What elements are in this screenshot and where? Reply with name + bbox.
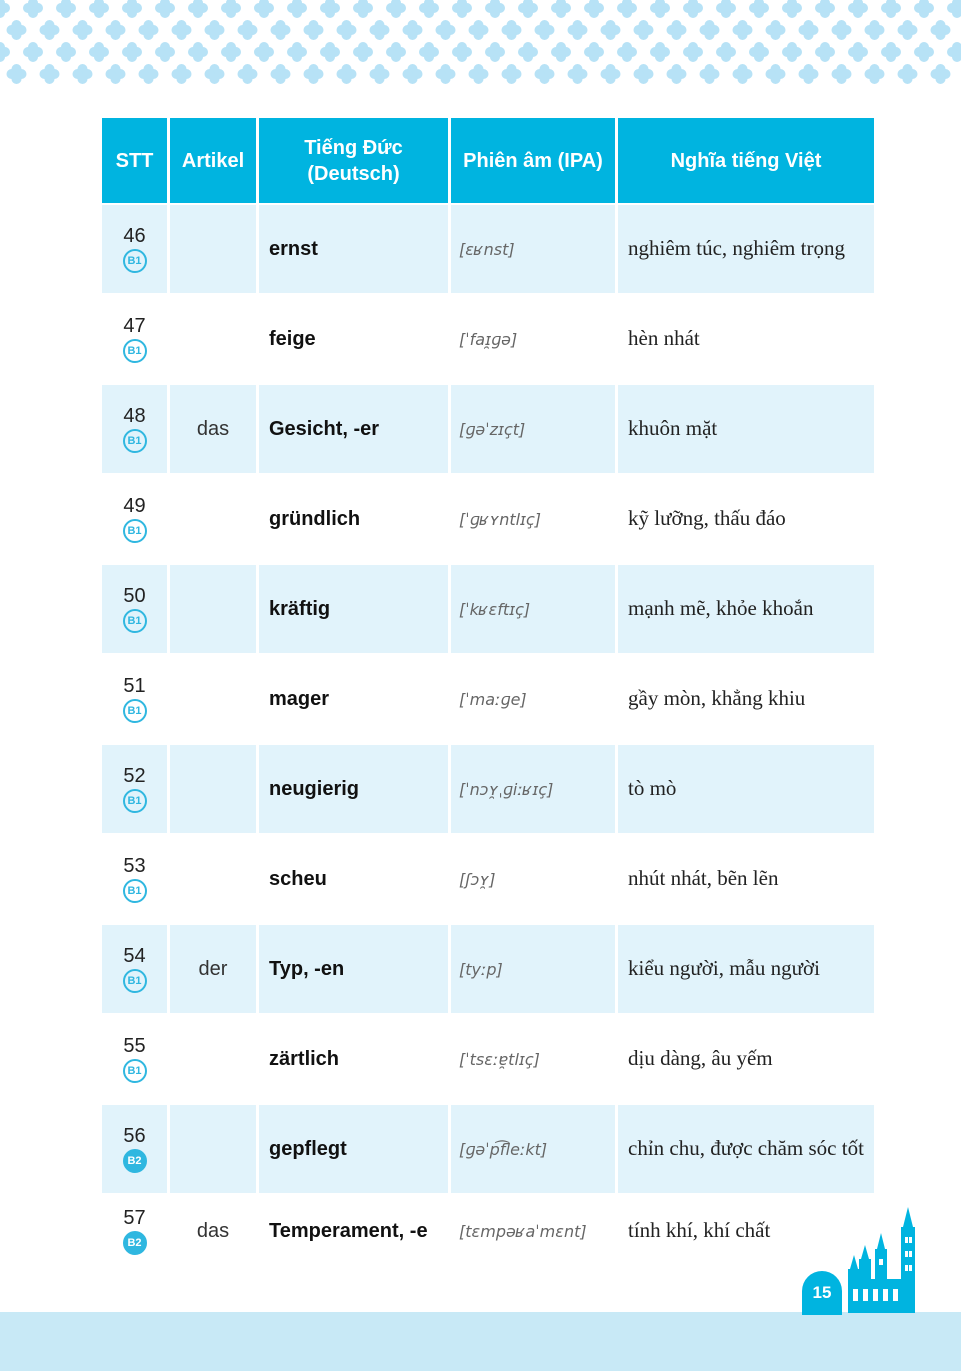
pattern-flower [683, 0, 703, 18]
row-number-cell [102, 563, 170, 653]
pattern-flower [419, 0, 439, 18]
level-badge: B1 [123, 339, 147, 363]
level-badge: B1 [123, 1059, 147, 1083]
pattern-flower [815, 42, 835, 62]
meaning-cell: kỹ lưỡng, thấu đáo [618, 473, 874, 563]
pattern-flower [238, 20, 258, 40]
pattern-flower [931, 20, 951, 40]
ipa-cell: [ʃɔʏ̯] [451, 833, 618, 923]
meaning-cell: tính khí, khí chất [618, 1193, 874, 1267]
header-stt: STT [102, 118, 170, 203]
pattern-flower [106, 20, 126, 40]
german-word-cell: neugierig [259, 743, 451, 833]
row-number-cell [102, 293, 170, 383]
header-deutsch-line1: Tiếng Đức [304, 136, 403, 159]
pattern-flower [848, 42, 868, 62]
pattern-flower [535, 64, 555, 84]
ipa-cell: [tyːp] [451, 923, 618, 1013]
pattern-flower [749, 42, 769, 62]
row-number-cell [102, 1103, 170, 1193]
pattern-flower [733, 64, 753, 84]
pattern-flower [914, 42, 934, 62]
table-row [102, 293, 874, 383]
pattern-flower [485, 0, 505, 18]
pattern-flower [881, 0, 901, 18]
row-number: 52 [123, 765, 146, 787]
pattern-flower [650, 0, 670, 18]
row-number-cell [102, 1013, 170, 1103]
row-number-cell [102, 653, 170, 743]
page-number: 15 [802, 1271, 842, 1315]
pattern-flower [716, 0, 736, 18]
artikel-cell [170, 473, 259, 563]
row-number: 51 [123, 675, 146, 697]
pattern-flower [502, 20, 522, 40]
pattern-flower [898, 20, 918, 40]
pattern-flower [238, 64, 258, 84]
artikel-cell [170, 833, 259, 923]
row-number-cell [102, 833, 170, 923]
pattern-flower [254, 0, 274, 18]
pattern-flower [89, 0, 109, 18]
pattern-flower [518, 0, 538, 18]
pattern-flower [403, 64, 423, 84]
meaning-cell: khuôn mặt [618, 383, 874, 473]
meaning-cell: kiểu người, mẫu người [618, 923, 874, 1013]
pattern-flower [947, 42, 961, 62]
pattern-flower [40, 64, 60, 84]
artikel-cell [170, 203, 259, 293]
row-number-cell [102, 743, 170, 833]
pattern-flower [73, 64, 93, 84]
level-badge: B1 [123, 519, 147, 543]
pattern-flower [386, 42, 406, 62]
ipa-cell: [ˈtsɛːɐ̯tlɪç] [451, 1013, 618, 1103]
pattern-flower [172, 20, 192, 40]
row-number: 47 [123, 315, 146, 337]
pattern-flower [337, 20, 357, 40]
pattern-flower [122, 0, 142, 18]
pattern-flower [634, 20, 654, 40]
pattern-flower [370, 20, 390, 40]
german-word-cell: gründlich [259, 473, 451, 563]
table-row [102, 743, 874, 833]
table-row [102, 1193, 874, 1267]
pattern-flower [634, 64, 654, 84]
pattern-flower [419, 42, 439, 62]
artikel-cell [170, 293, 259, 383]
meaning-cell: nghiêm túc, nghiêm trọng [618, 203, 874, 293]
artikel-cell: der [170, 923, 259, 1013]
pattern-flower [568, 20, 588, 40]
pattern-flower [436, 20, 456, 40]
ipa-cell: [ɡəˈzɪçt] [451, 383, 618, 473]
row-number: 48 [123, 405, 146, 427]
ipa-cell: [ˈɡʁʏntlɪç] [451, 473, 618, 563]
meaning-cell: gầy mòn, khẳng khiu [618, 653, 874, 743]
pattern-flower [7, 20, 27, 40]
pattern-flower [436, 64, 456, 84]
german-word-cell: Typ, -en [259, 923, 451, 1013]
artikel-cell: das [170, 383, 259, 473]
header-deutsch [259, 118, 451, 203]
pattern-flower [304, 20, 324, 40]
pattern-flower [0, 0, 10, 18]
pattern-flower [155, 0, 175, 18]
decorative-pattern [0, 0, 961, 92]
meaning-cell: chỉn chu, được chăm sóc tốt [618, 1103, 874, 1193]
level-badge: B2 [123, 1231, 147, 1255]
pattern-flower [139, 64, 159, 84]
table-row [102, 923, 874, 1013]
pattern-flower [749, 0, 769, 18]
pattern-flower [287, 0, 307, 18]
pattern-flower [254, 42, 274, 62]
row-number: 50 [123, 585, 146, 607]
header-ipa: Phiên âm (IPA) [451, 118, 618, 203]
pattern-flower [122, 42, 142, 62]
ipa-cell: [ˈnɔʏ̯ˌɡiːʁɪç] [451, 743, 618, 833]
meaning-cell: nhút nhát, bẽn lẽn [618, 833, 874, 923]
pattern-flower [7, 64, 27, 84]
pattern-flower [205, 20, 225, 40]
pattern-flower [23, 42, 43, 62]
table-row [102, 203, 874, 293]
pattern-flower [716, 42, 736, 62]
footer-bar [0, 1312, 961, 1371]
pattern-flower [139, 20, 159, 40]
pattern-flower [568, 64, 588, 84]
pattern-flower [782, 0, 802, 18]
row-number-cell [102, 923, 170, 1013]
level-badge: B1 [123, 429, 147, 453]
table-row [102, 653, 874, 743]
meaning-cell: tò mò [618, 743, 874, 833]
pattern-flower [584, 42, 604, 62]
ipa-cell: [ɛʁnst] [451, 203, 618, 293]
pattern-flower [650, 42, 670, 62]
pattern-flower [799, 20, 819, 40]
table-row [102, 563, 874, 653]
pattern-flower [700, 64, 720, 84]
level-badge: B1 [123, 789, 147, 813]
artikel-cell [170, 653, 259, 743]
pattern-flower [287, 42, 307, 62]
pattern-flower [601, 20, 621, 40]
pattern-flower [469, 64, 489, 84]
pattern-flower [172, 64, 192, 84]
ipa-cell: [ˈfaɪ̯ɡə] [451, 293, 618, 383]
pattern-flower [551, 42, 571, 62]
pattern-flower [667, 64, 687, 84]
pattern-flower [914, 0, 934, 18]
ipa-cell: [ˈmaːɡe] [451, 653, 618, 743]
pattern-flower [386, 0, 406, 18]
row-number: 53 [123, 855, 146, 877]
table-row [102, 1013, 874, 1103]
row-number-cell [102, 203, 170, 293]
german-word-cell: feige [259, 293, 451, 383]
german-word-cell: Temperament, -e [259, 1193, 451, 1267]
pattern-flower [73, 20, 93, 40]
pattern-flower [221, 42, 241, 62]
pattern-flower [337, 64, 357, 84]
artikel-cell [170, 743, 259, 833]
pattern-flower [502, 64, 522, 84]
row-number: 46 [123, 225, 146, 247]
pattern-flower [617, 0, 637, 18]
pattern-flower [766, 64, 786, 84]
vocabulary-table [102, 118, 874, 1267]
pattern-flower [271, 20, 291, 40]
pattern-flower [733, 20, 753, 40]
ipa-cell: [tɛmpəʁaˈmɛnt] [451, 1193, 618, 1267]
pattern-flower [23, 0, 43, 18]
pattern-flower [320, 0, 340, 18]
level-badge: B1 [123, 699, 147, 723]
pattern-flower [403, 20, 423, 40]
artikel-cell [170, 563, 259, 653]
row-number-cell [102, 383, 170, 473]
row-number-cell [102, 1193, 170, 1267]
header-meaning: Nghĩa tiếng Việt [618, 118, 874, 203]
pattern-flower [40, 20, 60, 40]
pattern-flower [56, 42, 76, 62]
pattern-flower [782, 42, 802, 62]
castle-icon [845, 1205, 921, 1313]
pattern-flower [320, 42, 340, 62]
pattern-flower [452, 0, 472, 18]
pattern-flower [865, 64, 885, 84]
pattern-flower [881, 42, 901, 62]
pattern-flower [617, 42, 637, 62]
pattern-flower [353, 0, 373, 18]
row-number: 56 [123, 1125, 146, 1147]
pattern-flower [848, 0, 868, 18]
pattern-flower [898, 64, 918, 84]
pattern-flower [865, 20, 885, 40]
pattern-flower [584, 0, 604, 18]
pattern-flower [766, 20, 786, 40]
pattern-flower [667, 20, 687, 40]
pattern-flower [799, 64, 819, 84]
header-artikel: Artikel [170, 118, 259, 203]
pattern-flower [947, 0, 961, 18]
pattern-flower [931, 64, 951, 84]
row-number: 55 [123, 1035, 146, 1057]
row-number: 49 [123, 495, 146, 517]
german-word-cell: scheu [259, 833, 451, 923]
pattern-flower [469, 20, 489, 40]
pattern-flower [0, 42, 10, 62]
pattern-flower [815, 0, 835, 18]
artikel-cell: das [170, 1193, 259, 1267]
artikel-cell [170, 1013, 259, 1103]
pattern-flower [155, 42, 175, 62]
table-row [102, 1103, 874, 1193]
level-badge: B1 [123, 969, 147, 993]
pattern-flower [106, 64, 126, 84]
level-badge: B1 [123, 879, 147, 903]
pattern-flower [221, 0, 241, 18]
level-badge: B1 [123, 609, 147, 633]
row-number: 54 [123, 945, 146, 967]
german-word-cell: zärtlich [259, 1013, 451, 1103]
pattern-flower [601, 64, 621, 84]
pattern-flower [188, 42, 208, 62]
meaning-cell: dịu dàng, âu yếm [618, 1013, 874, 1103]
ipa-cell: [ɡəˈp͡fleːkt] [451, 1103, 618, 1193]
table-header-row [102, 118, 874, 203]
pattern-flower [205, 64, 225, 84]
level-badge: B1 [123, 249, 147, 273]
artikel-cell [170, 1103, 259, 1193]
pattern-flower [271, 64, 291, 84]
pattern-flower [304, 64, 324, 84]
pattern-flower [832, 64, 852, 84]
german-word-cell: ernst [259, 203, 451, 293]
pattern-flower [700, 20, 720, 40]
pattern-flower [89, 42, 109, 62]
german-word-cell: gepflegt [259, 1103, 451, 1193]
german-word-cell: mager [259, 653, 451, 743]
pattern-flower [452, 42, 472, 62]
pattern-flower [551, 0, 571, 18]
pattern-flower [518, 42, 538, 62]
german-word-cell: Gesicht, -er [259, 383, 451, 473]
level-badge: B2 [123, 1149, 147, 1173]
pattern-flower [485, 42, 505, 62]
row-number: 57 [123, 1207, 146, 1229]
pattern-flower [832, 20, 852, 40]
meaning-cell: hèn nhát [618, 293, 874, 383]
pattern-flower [535, 20, 555, 40]
table-row [102, 473, 874, 563]
pattern-flower [683, 42, 703, 62]
pattern-flower [370, 64, 390, 84]
table-row [102, 383, 874, 473]
table-row [102, 833, 874, 923]
ipa-cell: [ˈkʁɛftɪç] [451, 563, 618, 653]
pattern-flower [353, 42, 373, 62]
pattern-flower [188, 0, 208, 18]
meaning-cell: mạnh mẽ, khỏe khoắn [618, 563, 874, 653]
header-deutsch-line2: (Deutsch) [307, 162, 400, 185]
german-word-cell: kräftig [259, 563, 451, 653]
row-number-cell [102, 473, 170, 563]
pattern-flower [56, 0, 76, 18]
